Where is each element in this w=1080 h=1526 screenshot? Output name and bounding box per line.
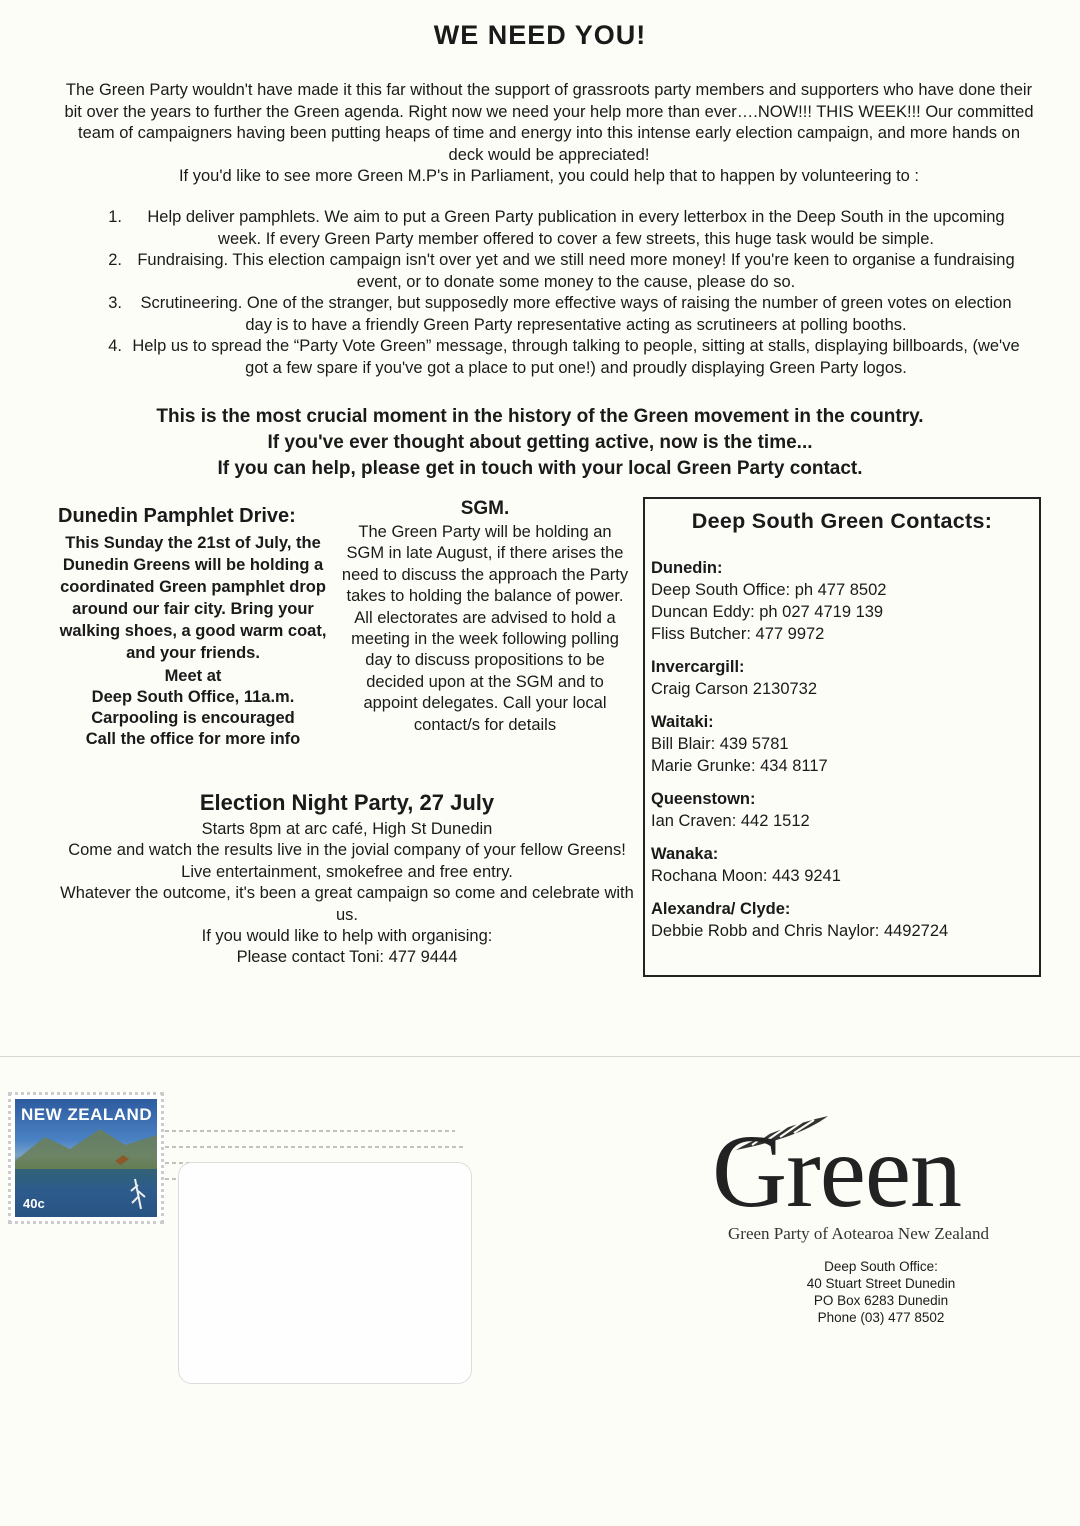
contacts-box xyxy=(643,497,1041,977)
election-line: Starts 8pm at arc café, High St Dunedin xyxy=(201,820,493,838)
meet-line: Meet at xyxy=(164,667,222,685)
volunteer-list xyxy=(62,207,1042,379)
contact-line: Bill Blair: 439 5781 xyxy=(651,735,789,753)
stamp-country: NEW ZEALAND xyxy=(21,1105,153,1124)
contact-region xyxy=(651,557,1031,645)
election-party-text xyxy=(60,819,634,969)
address-line: Phone (03) 477 8502 xyxy=(817,1310,945,1325)
list-item xyxy=(62,250,1042,293)
intro-text xyxy=(60,80,1038,188)
fold-line xyxy=(0,1056,1080,1057)
meet-line: Call the office for more info xyxy=(85,730,301,748)
contact-line: Deep South Office: ph 477 8502 xyxy=(651,581,887,599)
list-number: 4. xyxy=(108,337,122,355)
intro-paragraph: If you'd like to see more Green M.P's in Parliament, you could help that to happen by volunteering to : xyxy=(178,167,920,185)
stamp-image xyxy=(15,1099,157,1217)
region-name: Queenstown: xyxy=(651,790,756,808)
envelope-window xyxy=(178,1162,472,1384)
contact-region xyxy=(651,711,1031,777)
election-line: Please contact Toni: 477 9444 xyxy=(236,948,458,967)
list-text: Fundraising. This election campaign isn't over yet and we still need more money! If you're keen to organise a fundraising event, or to donate some money to the cause, please do so. xyxy=(137,251,1015,291)
region-name: Alexandra/ Clyde: xyxy=(651,900,791,918)
green-party-logo xyxy=(712,1114,1052,1244)
contacts-list xyxy=(651,557,1031,953)
intro-paragraph: The Green Party wouldn't have made it this far without the support of grassroots party members and supporters who have done their bit over the years to further the Green agenda. Right now we need your help more than ever….NOW!!! THIS WEEK!!! Our committed team of campaigners having been putting heaps of time and energy into this intense early election campaign, and more hands on deck would be appreciated! xyxy=(64,81,1034,164)
contact-line: Ian Craven: 442 1512 xyxy=(651,812,810,830)
cta-line: If you can help, please get in touch with your local Green Party contact. xyxy=(217,458,863,479)
cta-line: If you've ever thought about getting active, now is the time... xyxy=(267,432,813,453)
meet-line: Carpooling is encouraged xyxy=(91,709,295,727)
office-address xyxy=(770,1258,992,1326)
sgm-text: The Green Party will be holding an SGM in late August, if there arises the need to discuss the approach the Party takes to holding the balance of power. All electorates are advised to hold a meeting in the week following polling day to discuss propositions to be decided upon at the SGM and to appoint delegates. Call your local contact/s for details xyxy=(341,523,629,734)
region-name: Dunedin: xyxy=(651,559,723,577)
contact-region xyxy=(651,788,1031,832)
sgm-heading: SGM. xyxy=(460,498,510,519)
pamphlet-drive-text: This Sunday the 21st of July, the Dunedin Greens will be holding a coordinated Green pamphlet drop around our fair city. Bring your walking shoes, a good warm coat, and your friends. xyxy=(59,534,327,662)
contact-line: Craig Carson 2130732 xyxy=(651,680,818,698)
election-party-section xyxy=(60,790,634,969)
contact-region xyxy=(651,656,1031,700)
contact-line: Rochana Moon: 443 9241 xyxy=(651,867,841,885)
list-text: Help us to spread the “Party Vote Green” message, through talking to people, sitting at stalls, displaying billboards, (we've got a few spare if you've got a place to put one!) and proudly displaying Green Party logos. xyxy=(132,337,1020,377)
contact-region xyxy=(651,843,1031,887)
cta-line: This is the most crucial moment in the history of the Green movement in the country. xyxy=(156,406,924,427)
sgm-section xyxy=(340,498,630,736)
pamphlet-meet-details xyxy=(58,666,328,750)
list-item xyxy=(62,336,1042,379)
stamp-value: 40c xyxy=(23,1196,45,1211)
list-number: 3. xyxy=(108,294,122,312)
list-text: Scrutineering. One of the stranger, but supposedly more effective ways of raising the number of green votes on election day is to have a friendly Green Party representative acting as scrutineers at polling booths. xyxy=(140,294,1012,334)
list-item xyxy=(62,293,1042,336)
call-to-action xyxy=(60,404,1020,482)
region-name: Invercargill: xyxy=(651,658,745,676)
list-item xyxy=(62,207,1042,250)
contact-region xyxy=(651,898,1031,942)
election-line: If you would like to help with organising: xyxy=(201,927,493,946)
contact-line: Debbie Robb and Chris Naylor: 4492724 xyxy=(651,922,949,940)
contacts-heading: Deep South Green Contacts: xyxy=(691,509,993,533)
contact-line: Marie Grunke: 434 8117 xyxy=(651,757,828,775)
list-number: 2. xyxy=(108,251,122,269)
pamphlet-drive-section xyxy=(58,505,328,750)
page-title: WE NEED YOU! xyxy=(433,20,647,50)
list-text: Help deliver pamphlets. We aim to put a Green Party publication in every letterbox in the Deep South in the upcoming week. If every Green Party member offered to cover a few streets, this huge task would be simple. xyxy=(147,208,1005,248)
election-line: Whatever the outcome, it's been a great campaign so come and celebrate with us. xyxy=(60,884,634,924)
list-number: 1. xyxy=(108,208,122,226)
postage-stamp xyxy=(8,1092,164,1224)
pamphlet-drive-heading: Dunedin Pamphlet Drive: xyxy=(58,505,296,527)
region-name: Wanaka: xyxy=(651,845,719,863)
meet-line: Deep South Office, 11a.m. xyxy=(91,688,295,706)
election-line: Come and watch the results live in the jovial company of your fellow Greens! Live entertainment, smokefree and free entry. xyxy=(68,841,626,881)
logo-wordmark: Green xyxy=(712,1114,962,1229)
contact-line: Fliss Butcher: 477 9972 xyxy=(651,625,825,643)
region-name: Waitaki: xyxy=(651,713,714,731)
contact-line: Duncan Eddy: ph 027 4719 139 xyxy=(651,603,884,621)
address-line: Deep South Office: xyxy=(824,1259,938,1274)
logo-subtitle: Green Party of Aotearoa New Zealand xyxy=(728,1224,990,1243)
address-line: PO Box 6283 Dunedin xyxy=(813,1293,949,1308)
address-line: 40 Stuart Street Dunedin xyxy=(806,1276,956,1291)
election-party-heading: Election Night Party, 27 July xyxy=(199,790,495,815)
